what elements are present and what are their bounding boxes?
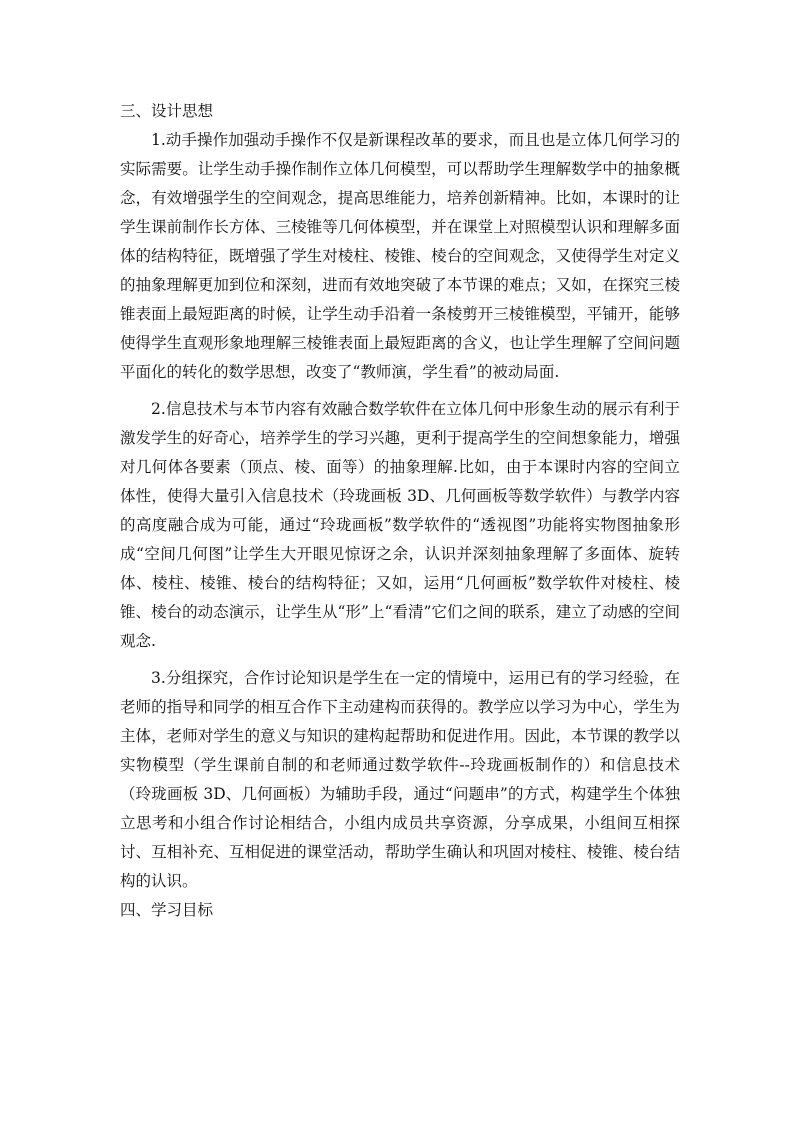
paragraph-hands-on-operation: 1.动手操作加强动手操作不仅是新课程改革的要求，而且也是立体几何学习的实际需要。让学生动手操作制作立体几何模型，可以帮助学生理解数学中的抽象概念，有效增强学生的空间观念，提高思维能力，培养创新精神。比如，本课时的让学生课前制作长方体、三棱锥等几何体模型，并在课堂上对照模型认识和理解多面体的结构特征，既增强了学生对棱柱、棱锥、棱台的空间观念，又使得学生对定义的抽象理解更加到位和深刻，进而有效地突破了本节课的难点；又如，在探究三棱锥表面上最短距离的时候，让学生动手沿着一条棱剪开三棱锥模型，平铺开，能够使得学生直观形象地理解三棱锥表面上最短距离的含义，也让学生理解了空间问题平面化的转化的数学思想，改变了“教师演，学生看”的被动局面. xyxy=(120,131,680,381)
section-heading-learning-objectives: 四、学习目标 xyxy=(120,901,214,919)
document-body xyxy=(120,97,680,925)
section-heading-design-thinking: 三、设计思想 xyxy=(120,102,214,120)
paragraph-group-inquiry: 3.分组探究，合作讨论知识是学生在一定的情境中，运用已有的学习经验，在老师的指导和同学的相互合作下主动建构而获得的。教学应以学习为中心，学生为主体，老师对学生的意义与知识的建构起帮助和促进作用。因此，本节课的教学以实物模型（学生课前自制的和老师通过数学软件--玲珑画板制作的）和信息技术（玲珑画板 3D、几何画板）为辅助手段，通过“问题串”的方式，构建学生个体独立思考和小组合作讨论相结合，小组内成员共享资源，分享成果，小组间互相探讨、互相补充、互相促进的课堂活动，帮助学生确认和巩固对棱柱、棱锥、棱台结构的认识。 xyxy=(120,669,680,890)
paragraph-information-technology: 2.信息技术与本节内容有效融合数学软件在立体几何中形象生动的展示有利于激发学生的好奇心，培养学生的学习兴趣，更利于提高学生的空间想象能力，增强对几何体各要素（顶点、棱、面等）的抽象理解.比如，由于本课时内容的空间立体性，使得大量引入信息技术（玲珑画板 3D、几何画板等数学软件）与教学内容的高度融合成为可能，通过“玲珑画板”数学软件的“透视图”功能将实物图抽象形成“空间几何图”让学生大开眼见惊讶之余，认识并深刻抽象理解了多面体、旋转体、棱柱、棱锥、棱台的结构特征；又如，运用“几何画板”数学软件对棱柱、棱锥、棱台的动态演示，让学生从“形”上“看清”它们之间的联系，建立了动感的空间观念. xyxy=(120,400,680,650)
